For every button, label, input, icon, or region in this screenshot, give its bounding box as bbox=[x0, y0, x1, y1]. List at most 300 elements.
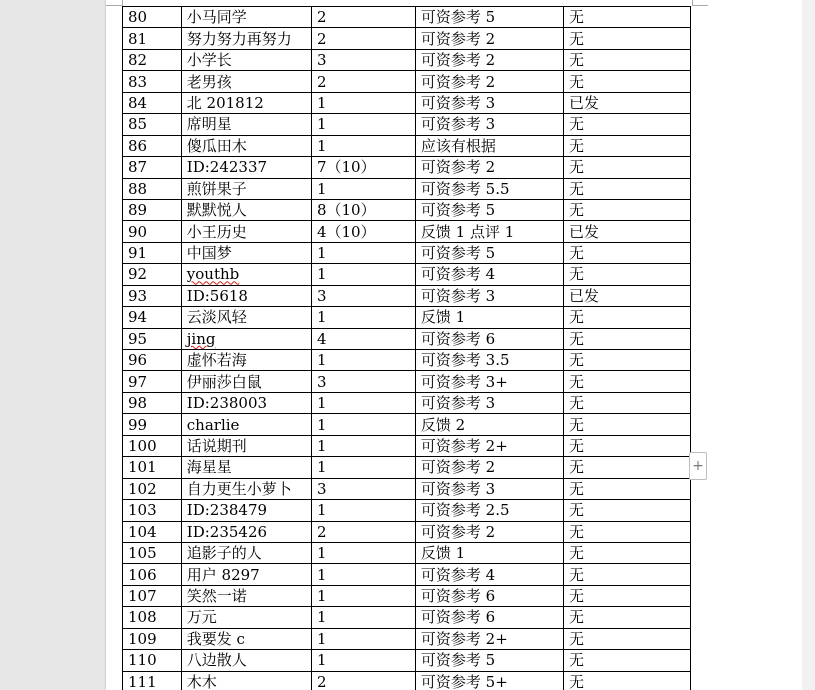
row-number-cell-text: 111 bbox=[128, 672, 157, 690]
row-number-cell[interactable] bbox=[123, 628, 182, 649]
reference-note-cell-text: 可资参考 6 bbox=[420, 329, 496, 348]
count-cell-text: 3 bbox=[316, 479, 327, 498]
status-cell-text: 无 bbox=[568, 394, 584, 413]
count-cell-text: 1 bbox=[316, 587, 327, 606]
count-cell[interactable] bbox=[311, 585, 415, 606]
status-cell-text: 无 bbox=[568, 565, 584, 584]
count-cell[interactable] bbox=[311, 435, 415, 456]
status-cell-text: 无 bbox=[568, 29, 584, 48]
count-cell[interactable] bbox=[311, 307, 415, 328]
status-cell[interactable] bbox=[563, 457, 690, 478]
status-cell-text: 无 bbox=[568, 329, 584, 348]
count-cell-text: 1 bbox=[316, 308, 327, 327]
row-number-cell-text: 92 bbox=[128, 265, 148, 284]
reference-note-cell[interactable] bbox=[415, 307, 563, 328]
reference-note-cell-text: 可资参考 5+ bbox=[420, 672, 508, 690]
count-cell[interactable] bbox=[311, 178, 415, 199]
count-cell[interactable] bbox=[311, 392, 415, 413]
row-number-cell[interactable] bbox=[123, 671, 182, 690]
margin-mark-top-left bbox=[106, 5, 122, 6]
user-name-cell[interactable] bbox=[181, 135, 311, 156]
row-number-cell[interactable] bbox=[123, 28, 182, 49]
reference-note-cell[interactable] bbox=[415, 457, 563, 478]
reference-note-cell[interactable] bbox=[415, 671, 563, 690]
status-cell-text: 无 bbox=[568, 244, 584, 263]
row-number-cell[interactable] bbox=[123, 49, 182, 70]
user-name-cell[interactable] bbox=[181, 392, 311, 413]
user-name-cell[interactable] bbox=[181, 178, 311, 199]
reference-note-cell[interactable] bbox=[415, 285, 563, 306]
status-cell[interactable] bbox=[563, 671, 690, 690]
user-name-cell-text: 小王历史 bbox=[186, 222, 247, 241]
row-number-cell[interactable] bbox=[123, 157, 182, 178]
user-name-cell-text: 傻瓜田木 bbox=[186, 136, 247, 155]
status-cell[interactable] bbox=[563, 328, 690, 349]
count-cell-text: 1 bbox=[316, 501, 327, 520]
row-number-cell-text: 94 bbox=[128, 308, 148, 327]
reference-note-cell-text: 反馈 2 bbox=[420, 415, 466, 434]
reference-note-cell[interactable] bbox=[415, 114, 563, 135]
user-name-cell-text: 伊丽莎白鼠 bbox=[186, 372, 262, 391]
status-cell[interactable] bbox=[563, 285, 690, 306]
reference-note-cell[interactable] bbox=[415, 478, 563, 499]
count-cell-text: 1 bbox=[316, 544, 327, 563]
status-cell[interactable] bbox=[563, 157, 690, 178]
user-name-cell[interactable] bbox=[181, 157, 311, 178]
status-cell[interactable] bbox=[563, 28, 690, 49]
reference-note-cell-text: 可资参考 3 bbox=[420, 115, 496, 134]
count-cell[interactable] bbox=[311, 7, 415, 28]
status-cell[interactable] bbox=[563, 242, 690, 263]
reference-note-cell[interactable] bbox=[415, 7, 563, 28]
user-name-cell[interactable] bbox=[181, 350, 311, 371]
row-number-cell[interactable] bbox=[123, 350, 182, 371]
count-cell-text: 2 bbox=[316, 8, 327, 27]
user-name-cell[interactable] bbox=[181, 92, 311, 113]
user-name-cell-text: 虚怀若海 bbox=[186, 351, 247, 370]
status-cell[interactable] bbox=[563, 607, 690, 628]
row-number-cell[interactable] bbox=[123, 135, 182, 156]
reference-note-cell[interactable] bbox=[415, 564, 563, 585]
user-name-cell-text: 我要发 c bbox=[186, 629, 245, 648]
row-number-cell-text: 110 bbox=[128, 651, 157, 670]
status-cell[interactable] bbox=[563, 221, 690, 242]
count-cell[interactable] bbox=[311, 285, 415, 306]
status-cell[interactable] bbox=[563, 414, 690, 435]
row-number-cell-text: 100 bbox=[128, 436, 157, 455]
table-row bbox=[123, 114, 691, 135]
reference-note-cell-text: 可资参考 2+ bbox=[420, 436, 508, 455]
status-cell[interactable] bbox=[563, 114, 690, 135]
status-cell-text: 无 bbox=[568, 72, 584, 91]
row-number-cell-text: 91 bbox=[128, 244, 148, 263]
count-cell-text: 1 bbox=[316, 265, 327, 284]
table-body bbox=[123, 7, 691, 690]
user-name-cell-text: youthb bbox=[186, 265, 240, 284]
status-cell[interactable] bbox=[563, 564, 690, 585]
row-number-cell[interactable] bbox=[123, 371, 182, 392]
row-number-cell[interactable] bbox=[123, 457, 182, 478]
status-cell[interactable] bbox=[563, 307, 690, 328]
status-cell-text: 无 bbox=[568, 158, 584, 177]
reference-note-cell-text: 可资参考 6 bbox=[420, 608, 496, 627]
user-name-cell-text: 八边散人 bbox=[186, 651, 247, 670]
row-number-cell-text: 105 bbox=[128, 544, 157, 563]
reference-note-cell[interactable] bbox=[415, 178, 563, 199]
row-number-cell-text: 84 bbox=[128, 93, 148, 112]
reference-note-cell[interactable] bbox=[415, 157, 563, 178]
count-cell-text: 3 bbox=[316, 286, 327, 305]
user-name-cell[interactable] bbox=[181, 285, 311, 306]
user-name-cell-text: 万元 bbox=[186, 608, 217, 627]
reference-note-cell[interactable] bbox=[415, 49, 563, 70]
user-name-cell[interactable] bbox=[181, 564, 311, 585]
user-name-cell[interactable] bbox=[181, 671, 311, 690]
row-number-cell-text: 86 bbox=[128, 136, 148, 155]
count-cell[interactable] bbox=[311, 264, 415, 285]
reference-note-cell[interactable] bbox=[415, 71, 563, 92]
table-row bbox=[123, 92, 691, 113]
table-row bbox=[123, 49, 691, 70]
user-name-cell[interactable] bbox=[181, 264, 311, 285]
user-name-cell-text: 用户 8297 bbox=[186, 565, 260, 584]
count-cell-text: 1 bbox=[316, 244, 327, 263]
status-cell[interactable] bbox=[563, 435, 690, 456]
row-number-cell[interactable] bbox=[123, 478, 182, 499]
status-cell[interactable] bbox=[563, 264, 690, 285]
add-row-button[interactable] bbox=[689, 452, 707, 480]
count-cell[interactable] bbox=[311, 371, 415, 392]
count-cell[interactable] bbox=[311, 328, 415, 349]
count-cell[interactable] bbox=[311, 414, 415, 435]
status-cell-text: 无 bbox=[568, 136, 584, 155]
user-name-cell[interactable] bbox=[181, 500, 311, 521]
count-cell-text: 1 bbox=[316, 651, 327, 670]
row-number-cell-text: 101 bbox=[128, 458, 157, 477]
status-cell-text: 无 bbox=[568, 501, 584, 520]
reference-note-cell-text: 反馈 1 bbox=[420, 544, 466, 563]
row-number-cell[interactable] bbox=[123, 564, 182, 585]
reference-note-cell[interactable] bbox=[415, 135, 563, 156]
row-number-cell[interactable] bbox=[123, 178, 182, 199]
table-row bbox=[123, 564, 691, 585]
table-row bbox=[123, 628, 691, 649]
row-number-cell[interactable] bbox=[123, 264, 182, 285]
reference-note-cell[interactable] bbox=[415, 350, 563, 371]
table-row bbox=[123, 585, 691, 606]
status-cell[interactable] bbox=[563, 478, 690, 499]
user-name-cell[interactable] bbox=[181, 542, 311, 563]
reference-note-cell-text: 可资参考 5 bbox=[420, 8, 496, 27]
reference-note-cell[interactable] bbox=[415, 628, 563, 649]
reference-note-cell[interactable] bbox=[415, 28, 563, 49]
table-row bbox=[123, 542, 691, 563]
count-cell[interactable] bbox=[311, 671, 415, 690]
reference-note-cell[interactable] bbox=[415, 500, 563, 521]
reference-note-cell[interactable] bbox=[415, 242, 563, 263]
user-name-cell-text: 席明星 bbox=[186, 115, 232, 134]
count-cell[interactable] bbox=[311, 628, 415, 649]
reference-note-cell[interactable] bbox=[415, 371, 563, 392]
count-cell[interactable] bbox=[311, 199, 415, 220]
user-name-cell-text: jing bbox=[186, 329, 216, 348]
user-name-cell[interactable] bbox=[181, 521, 311, 542]
count-cell[interactable] bbox=[311, 650, 415, 671]
reference-note-cell[interactable] bbox=[415, 607, 563, 628]
user-name-cell[interactable] bbox=[181, 457, 311, 478]
reference-note-cell-text: 可资参考 2 bbox=[420, 72, 496, 91]
count-cell-text: 1 bbox=[316, 179, 327, 198]
row-number-cell-text: 102 bbox=[128, 479, 157, 498]
reference-note-cell[interactable] bbox=[415, 264, 563, 285]
status-cell-text: 已发 bbox=[568, 286, 599, 305]
reference-note-cell-text: 可资参考 4 bbox=[420, 265, 496, 284]
user-name-cell-text: 木木 bbox=[186, 672, 217, 690]
count-cell[interactable] bbox=[311, 564, 415, 585]
status-cell-text: 无 bbox=[568, 115, 584, 134]
reference-note-cell[interactable] bbox=[415, 199, 563, 220]
user-name-cell[interactable] bbox=[181, 7, 311, 28]
reference-note-cell[interactable] bbox=[415, 392, 563, 413]
reference-note-cell-text: 可资参考 2.5 bbox=[420, 501, 510, 520]
reference-note-cell[interactable] bbox=[415, 328, 563, 349]
table-row bbox=[123, 28, 691, 49]
count-cell[interactable] bbox=[311, 607, 415, 628]
count-cell[interactable] bbox=[311, 500, 415, 521]
user-name-cell-text: 笑然一诺 bbox=[186, 587, 247, 606]
row-number-cell[interactable] bbox=[123, 92, 182, 113]
user-name-cell-text: ID:238003 bbox=[186, 394, 268, 413]
count-cell[interactable] bbox=[311, 478, 415, 499]
table-row bbox=[123, 478, 691, 499]
count-cell[interactable] bbox=[311, 71, 415, 92]
user-name-cell[interactable] bbox=[181, 585, 311, 606]
status-cell[interactable] bbox=[563, 178, 690, 199]
status-cell[interactable] bbox=[563, 585, 690, 606]
status-cell[interactable] bbox=[563, 7, 690, 28]
user-name-cell[interactable] bbox=[181, 71, 311, 92]
row-number-cell-text: 85 bbox=[128, 115, 148, 134]
status-cell[interactable] bbox=[563, 199, 690, 220]
count-cell[interactable] bbox=[311, 350, 415, 371]
count-cell-text: 2 bbox=[316, 72, 327, 91]
user-name-cell-text: 努力努力再努力 bbox=[186, 29, 292, 48]
row-number-cell-text: 83 bbox=[128, 72, 148, 91]
user-name-cell[interactable] bbox=[181, 242, 311, 263]
row-number-cell[interactable] bbox=[123, 285, 182, 306]
user-name-cell[interactable] bbox=[181, 307, 311, 328]
row-number-cell[interactable] bbox=[123, 114, 182, 135]
count-cell[interactable] bbox=[311, 28, 415, 49]
reference-note-cell-text: 可资参考 5 bbox=[420, 244, 496, 263]
status-cell[interactable] bbox=[563, 500, 690, 521]
count-cell[interactable] bbox=[311, 114, 415, 135]
row-number-cell-text: 96 bbox=[128, 351, 148, 370]
count-cell-text: 1 bbox=[316, 629, 327, 648]
reference-note-cell-text: 可资参考 5 bbox=[420, 651, 496, 670]
status-cell[interactable] bbox=[563, 521, 690, 542]
reference-note-cell-text: 可资参考 2 bbox=[420, 522, 496, 541]
reference-note-cell-text: 可资参考 3+ bbox=[420, 372, 508, 391]
status-cell[interactable] bbox=[563, 135, 690, 156]
user-name-cell-text: 老男孩 bbox=[186, 72, 232, 91]
count-cell-text: 1 bbox=[316, 351, 327, 370]
reference-note-cell[interactable] bbox=[415, 521, 563, 542]
count-cell[interactable] bbox=[311, 457, 415, 478]
table-row bbox=[123, 350, 691, 371]
reference-note-cell[interactable] bbox=[415, 435, 563, 456]
table-row bbox=[123, 414, 691, 435]
reference-note-cell[interactable] bbox=[415, 650, 563, 671]
reference-note-cell-text: 可资参考 3 bbox=[420, 479, 496, 498]
user-name-cell[interactable] bbox=[181, 28, 311, 49]
status-cell-text: 无 bbox=[568, 351, 584, 370]
row-number-cell[interactable] bbox=[123, 607, 182, 628]
reference-note-cell-text: 可资参考 2 bbox=[420, 29, 496, 48]
user-name-cell-text: ID:242337 bbox=[186, 158, 268, 177]
count-cell[interactable] bbox=[311, 92, 415, 113]
row-number-cell[interactable] bbox=[123, 71, 182, 92]
status-cell[interactable] bbox=[563, 542, 690, 563]
vertical-scrollbar[interactable] bbox=[802, 0, 815, 690]
row-number-cell[interactable] bbox=[123, 542, 182, 563]
user-name-cell[interactable] bbox=[181, 199, 311, 220]
status-cell[interactable] bbox=[563, 650, 690, 671]
user-name-cell[interactable] bbox=[181, 414, 311, 435]
reference-note-cell-text: 可资参考 4 bbox=[420, 565, 496, 584]
reference-note-cell[interactable] bbox=[415, 92, 563, 113]
status-cell-text: 已发 bbox=[568, 93, 599, 112]
count-cell[interactable] bbox=[311, 521, 415, 542]
row-number-cell[interactable] bbox=[123, 242, 182, 263]
user-name-cell-text: 云淡风轻 bbox=[186, 308, 247, 327]
row-number-cell-text: 104 bbox=[128, 522, 157, 541]
reference-note-cell-text: 可资参考 3 bbox=[420, 93, 496, 112]
user-name-cell[interactable] bbox=[181, 435, 311, 456]
row-number-cell[interactable] bbox=[123, 221, 182, 242]
row-number-cell[interactable] bbox=[123, 7, 182, 28]
status-cell[interactable] bbox=[563, 350, 690, 371]
user-name-cell[interactable] bbox=[181, 628, 311, 649]
reference-note-cell[interactable] bbox=[415, 585, 563, 606]
reference-note-cell[interactable] bbox=[415, 542, 563, 563]
status-cell-text: 无 bbox=[568, 8, 584, 27]
status-cell-text: 无 bbox=[568, 608, 584, 627]
user-name-cell-text: ID:235426 bbox=[186, 522, 268, 541]
data-table[interactable] bbox=[122, 6, 691, 690]
row-number-cell[interactable] bbox=[123, 392, 182, 413]
row-number-cell-text: 99 bbox=[128, 415, 148, 434]
count-cell-text: 1 bbox=[316, 608, 327, 627]
user-name-cell[interactable] bbox=[181, 221, 311, 242]
table-row bbox=[123, 500, 691, 521]
count-cell[interactable] bbox=[311, 542, 415, 563]
row-number-cell-text: 82 bbox=[128, 51, 148, 70]
user-name-cell[interactable] bbox=[181, 650, 311, 671]
user-name-cell[interactable] bbox=[181, 328, 311, 349]
reference-note-cell[interactable] bbox=[415, 414, 563, 435]
status-cell-text: 无 bbox=[568, 308, 584, 327]
status-cell-text: 无 bbox=[568, 651, 584, 670]
user-name-cell[interactable] bbox=[181, 478, 311, 499]
row-number-cell-text: 87 bbox=[128, 158, 148, 177]
status-cell-text: 无 bbox=[568, 179, 584, 198]
count-cell-text: 1 bbox=[316, 394, 327, 413]
user-name-cell-text: 追影子的人 bbox=[186, 544, 262, 563]
count-cell-text: 3 bbox=[316, 51, 327, 70]
status-cell-text: 无 bbox=[568, 629, 584, 648]
table-row bbox=[123, 328, 691, 349]
row-number-cell[interactable] bbox=[123, 328, 182, 349]
table-row bbox=[123, 135, 691, 156]
status-cell-text: 无 bbox=[568, 436, 584, 455]
row-number-cell-text: 81 bbox=[128, 29, 148, 48]
status-cell[interactable] bbox=[563, 49, 690, 70]
count-cell-text: 8（10） bbox=[316, 201, 376, 220]
status-cell[interactable] bbox=[563, 371, 690, 392]
count-cell-text: 2 bbox=[316, 29, 327, 48]
row-number-cell-text: 95 bbox=[128, 329, 148, 348]
user-name-cell-text: 煎饼果子 bbox=[186, 179, 247, 198]
row-number-cell[interactable] bbox=[123, 307, 182, 328]
status-cell-text: 无 bbox=[568, 51, 584, 70]
user-name-cell-text: charlie bbox=[186, 415, 240, 434]
table-row bbox=[123, 221, 691, 242]
reference-note-cell-text: 可资参考 2 bbox=[420, 458, 496, 477]
table-row bbox=[123, 7, 691, 28]
user-name-cell[interactable] bbox=[181, 49, 311, 70]
row-number-cell[interactable] bbox=[123, 435, 182, 456]
user-name-cell-text: 话说期刊 bbox=[186, 436, 247, 455]
count-cell[interactable] bbox=[311, 135, 415, 156]
count-cell[interactable] bbox=[311, 157, 415, 178]
table-row bbox=[123, 71, 691, 92]
reference-note-cell-text: 可资参考 5 bbox=[420, 201, 496, 220]
row-number-cell[interactable] bbox=[123, 650, 182, 671]
status-cell[interactable] bbox=[563, 71, 690, 92]
user-name-cell-text: 小学长 bbox=[186, 51, 232, 70]
count-cell-text: 1 bbox=[316, 93, 327, 112]
row-number-cell[interactable] bbox=[123, 521, 182, 542]
user-name-cell[interactable] bbox=[181, 114, 311, 135]
row-number-cell-text: 107 bbox=[128, 587, 157, 606]
row-number-cell[interactable] bbox=[123, 414, 182, 435]
count-cell[interactable] bbox=[311, 242, 415, 263]
count-cell[interactable] bbox=[311, 49, 415, 70]
status-cell[interactable] bbox=[563, 92, 690, 113]
row-number-cell[interactable] bbox=[123, 585, 182, 606]
row-number-cell-text: 88 bbox=[128, 179, 148, 198]
reference-note-cell[interactable] bbox=[415, 221, 563, 242]
count-cell[interactable] bbox=[311, 221, 415, 242]
user-name-cell[interactable] bbox=[181, 607, 311, 628]
status-cell[interactable] bbox=[563, 392, 690, 413]
status-cell-text: 已发 bbox=[568, 222, 599, 241]
reference-note-cell-text: 反馈 1 点评 1 bbox=[420, 222, 515, 241]
status-cell-text: 无 bbox=[568, 587, 584, 606]
margin-mark-top-right bbox=[692, 0, 693, 6]
margin-mark-top-right bbox=[692, 5, 708, 6]
count-cell-text: 1 bbox=[316, 458, 327, 477]
reference-note-cell-text: 可资参考 3 bbox=[420, 394, 496, 413]
row-number-cell[interactable] bbox=[123, 500, 182, 521]
status-cell-text: 无 bbox=[568, 201, 584, 220]
status-cell[interactable] bbox=[563, 628, 690, 649]
user-name-cell[interactable] bbox=[181, 371, 311, 392]
row-number-cell[interactable] bbox=[123, 199, 182, 220]
user-name-cell-text: ID:238479 bbox=[186, 501, 268, 520]
user-name-cell-text: 海星星 bbox=[186, 458, 232, 477]
